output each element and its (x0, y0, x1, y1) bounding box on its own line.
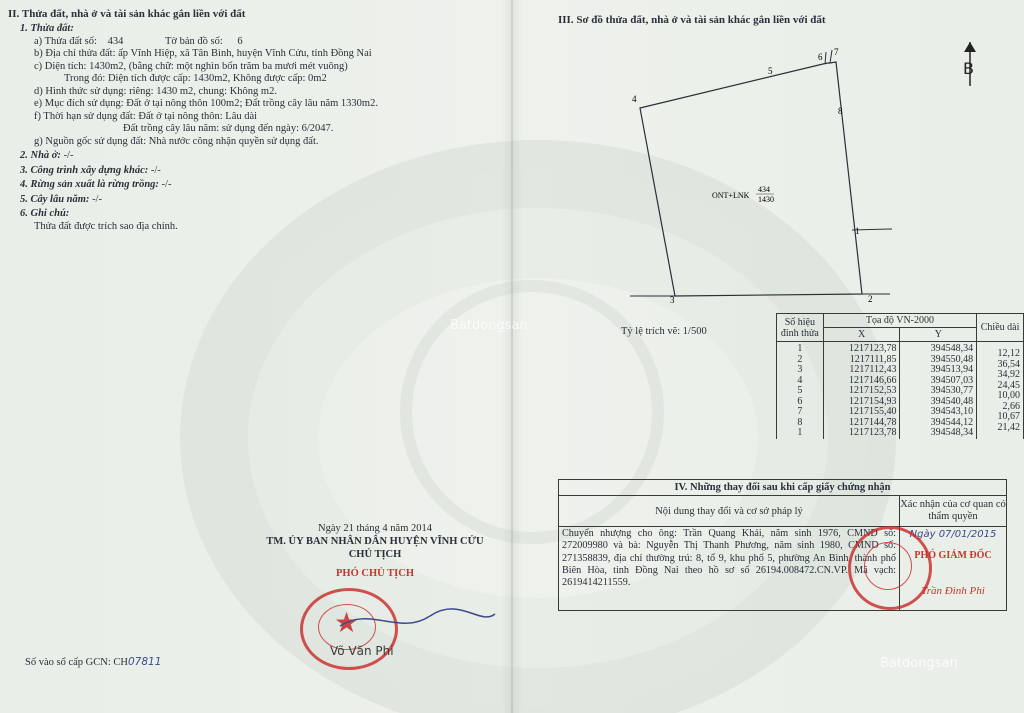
point-ids (777, 342, 824, 439)
col-y: Y (900, 328, 977, 342)
parcel-area-breakdown: Trong đó: Diện tích được cấp: 1430m2, Không được cấp: 0m2 (64, 73, 327, 84)
parcel-area: c) Diện tích: 1430m2, (bằng chữ: một nghìn bốn trăm ba mươi mét vuông) (34, 60, 348, 72)
drawing-scale: Tỷ lệ trích vẽ: 1/500 (621, 326, 707, 337)
red-seal-inner-right (864, 542, 912, 590)
point-label-6: 6 (818, 52, 823, 62)
other-construction-line (8, 165, 503, 178)
y-values (900, 342, 977, 439)
point-label-1: 1 (855, 226, 860, 236)
length-cell: 10,00 (997, 390, 1020, 401)
authority-confirmation-header: Xác nhận của cơ quan có thẩm quyền (900, 496, 1006, 527)
change-content-header: Nội dung thay đổi và cơ sở pháp lý (559, 496, 899, 527)
usage-term: f) Thời hạn sử dụng đất: Đất ở tại nông thôn: Lâu dài (34, 110, 258, 122)
planted-forest-value: -/- (161, 179, 172, 190)
point-label-2: 2 (868, 294, 873, 304)
registry-number (25, 656, 161, 668)
col-coordinate: Tọa độ VN-2000 (823, 314, 976, 328)
note-heading (8, 208, 503, 221)
batdongsan-watermark-corner: Batdongsan (880, 656, 958, 671)
x-cell: 1217152,53 (848, 385, 897, 396)
y-cell: 394540,48 (930, 395, 974, 407)
map-sheet-number: 6 (237, 35, 243, 47)
confirmation-role: PHÓ GIÁM ĐỐC (914, 550, 992, 561)
parcel-land-use: ONT+LNK (712, 191, 750, 200)
land-info-section (8, 8, 503, 233)
y-cell: 394550,48 (930, 353, 974, 365)
usage-term-perennial: Đất trồng cây lâu năm: sử dụng đến ngày: 6/2047. (123, 123, 334, 134)
map-sheet-label: Tờ bản đồ số: (165, 35, 223, 47)
heading-land-parcel: 1. Thửa đất: (20, 23, 74, 34)
signer-name: Võ Văn Phi (330, 644, 394, 658)
deputy-role: PHÓ CHỦ TỊCH (336, 568, 414, 579)
id-cell: 1 (797, 343, 803, 354)
signature-scribble (330, 596, 500, 646)
point-label-7: 7 (834, 47, 839, 57)
north-letter: B (963, 59, 974, 78)
x-cell: 1217155,40 (848, 406, 897, 417)
parcel-map (600, 30, 1000, 310)
issuing-authority: TM. ỦY BAN NHÂN DÂN HUYỆN VĨNH CỬU (266, 536, 484, 547)
length-cell: 10,67 (997, 411, 1020, 422)
x-cell: 1217112,43 (849, 364, 897, 375)
boundary-tick-6 (825, 52, 826, 64)
parcel-boundary (640, 62, 862, 296)
point-label-5: 5 (768, 66, 773, 76)
other-construction-label: 3. Công trình xây dựng khác: (20, 164, 149, 176)
y-cell: 394544,12 (930, 416, 974, 428)
coordinate-table (776, 313, 1024, 439)
id-cell: 5 (797, 385, 803, 396)
seal-star-icon: ★ (334, 608, 360, 639)
x-cell: 1217111,85 (849, 353, 897, 365)
x-cell: 1217154,93 (848, 395, 897, 407)
length-cell: 12,12 (997, 348, 1020, 359)
parcel-map-area: 1430 (758, 195, 774, 204)
col-length: Chiều dài (977, 314, 1024, 342)
housing-label: 2. Nhà ở: (20, 150, 61, 161)
change-content-column (559, 496, 900, 610)
changes-title: IV. Những thay đổi sau khi cấp giấy chứng nhận (559, 480, 1006, 496)
parcel-number: 434 (107, 35, 124, 47)
y-cell: 394530,77 (930, 385, 974, 396)
col-point: Số hiệu đỉnh thửa (777, 314, 824, 342)
id-cell: 6 (797, 395, 803, 407)
changes-table (558, 479, 1007, 611)
perennial-tree-line (8, 194, 503, 207)
issue-date: Ngày 21 tháng 4 năm 2014 (317, 523, 433, 534)
id-cell: 4 (797, 374, 803, 386)
housing-value: -/- (63, 150, 74, 161)
batdongsan-watermark: Batdongsan (450, 318, 528, 333)
section-title-iii: III. Sơ đồ thửa đất, nhà ở và tài sản khác gắn liền với đất (558, 14, 826, 26)
land-origin: g) Nguồn gốc sử dụng đất: Nhà nước công nhận quyền sử dụng đất. (34, 135, 319, 147)
id-cell: 7 (797, 406, 803, 417)
parcel-map-number: 434 (758, 185, 770, 194)
signature-block (245, 522, 505, 580)
note-text: Thửa đất được trích sao địa chính. (34, 220, 178, 232)
col-x: X (823, 328, 900, 342)
y-cell: 394543,10 (930, 406, 974, 417)
length-values (977, 342, 1024, 439)
id-cell: 3 (797, 364, 803, 375)
point-label-3: 3 (670, 295, 675, 305)
transfer-note: Chuyển nhượng cho ông: Trần Quang Khải, năm sinh 1976, CMND số: 272009980 và bà: Nguyễn Thị Thanh Phương, năm sinh 1980, CMND số: 271358839, địa chỉ thường trú: 8, tổ 9, khu phố 5, phường An Bình, thành phố Biên Hòa, tỉnh Đồng Nai theo hồ sơ số 26194.008472.CN.VP. Mã vạch: 2619414211559. (562, 528, 896, 589)
planted-forest-label: 4. Rừng sản xuất là rừng trồng: (20, 179, 159, 190)
x-cell: 1217123,78 (848, 343, 897, 354)
x-cell: 1217146,66 (848, 374, 897, 386)
x-cell: 1217123,78 (848, 427, 897, 438)
note-label: 6. Ghi chú: (20, 208, 70, 219)
planted-forest-line (8, 179, 503, 192)
id-cell: 2 (797, 353, 803, 365)
point-label-8: 8 (838, 106, 843, 116)
usage-form: d) Hình thức sử dụng: riêng: 1430 m2, chung: Không m2. (34, 85, 277, 97)
housing-line (8, 150, 503, 163)
perennial-tree-label: 5. Cây lâu năm: (20, 193, 90, 205)
y-cell: 394548,34 (930, 427, 974, 438)
parcel-address: b) Địa chỉ thửa đất: ấp Vĩnh Hiệp, xã Tân Bình, huyện Vĩnh Cửu, tỉnh Đồng Nai (34, 48, 372, 59)
length-cell: 34,92 (997, 369, 1020, 380)
other-construction-value: -/- (150, 164, 161, 176)
section-title-ii: II. Thửa đất, nhà ở và tài sản khác gắn liền với đất (8, 8, 246, 20)
length-cell: 21,42 (997, 421, 1020, 433)
usage-purpose: e) Mục đích sử dụng: Đất ở tại nông thôn 100m2; Đất trồng cây lâu năm 1330m2. (34, 98, 378, 109)
x-values (823, 342, 900, 439)
perennial-tree-value: -/- (92, 193, 102, 205)
registry-label: Số vào sổ cấp GCN: CH (25, 657, 128, 668)
point-label-4: 4 (632, 94, 637, 104)
length-cell: 2,66 (1002, 400, 1020, 412)
y-cell: 394548,34 (930, 343, 974, 354)
length-cell: 36,54 (997, 358, 1020, 370)
signer-role: CHỦ TỊCH (348, 549, 402, 560)
y-cell: 394507,03 (930, 374, 974, 386)
confirmation-signer: Trần Đình Phi (921, 585, 985, 597)
confirmation-date: Ngày 07/01/2015 (909, 529, 997, 540)
length-cell: 24,45 (997, 379, 1020, 391)
x-cell: 1217144,78 (848, 416, 897, 428)
parcel-number-label: a) Thửa đất số: (34, 35, 97, 47)
y-cell: 394513,94 (930, 364, 974, 375)
id-cell: 8 (797, 416, 803, 428)
page-fold (511, 0, 513, 713)
registry-value: 07811 (127, 656, 162, 668)
boundary-tick-7 (830, 50, 832, 63)
id-cell: 1 (797, 427, 803, 438)
parcel-number-line (8, 36, 503, 49)
